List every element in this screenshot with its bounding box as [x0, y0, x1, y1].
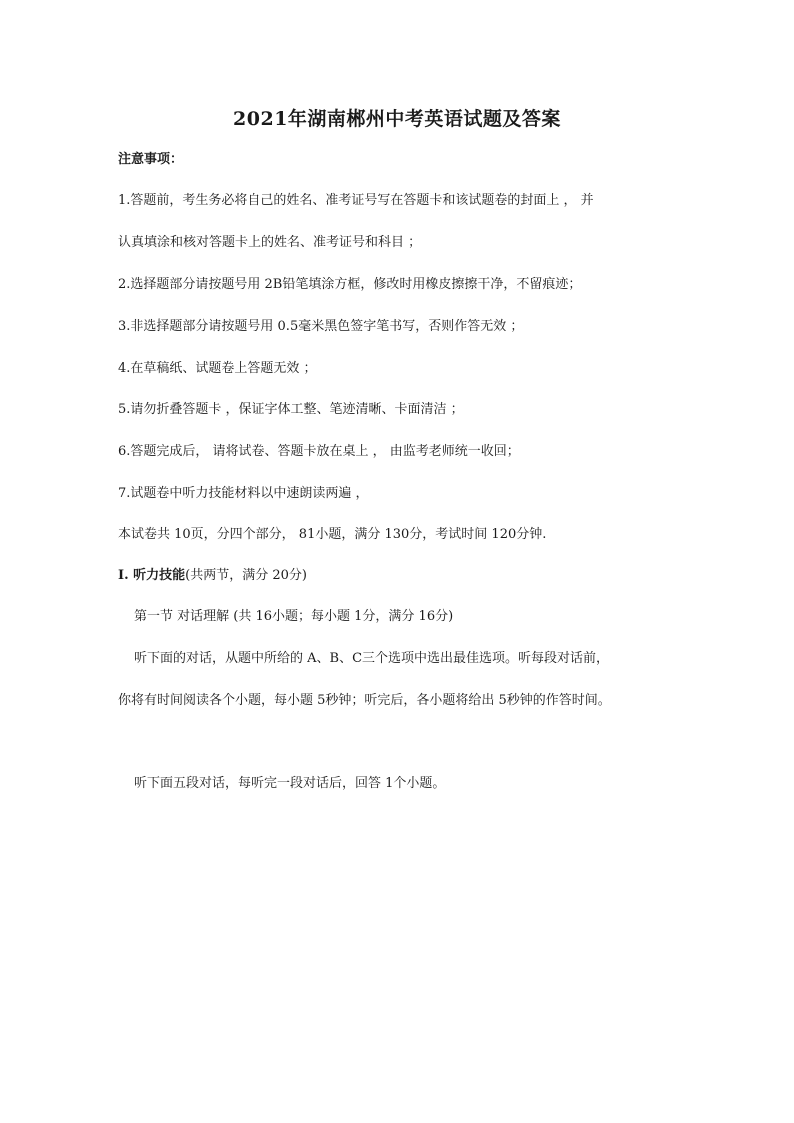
notice-heading: 注意事项：: [118, 152, 184, 167]
section-heading: I. 听力技能: [118, 568, 186, 583]
instructions-line-1: 听下面的对话，从题中所给的 A、B、C三个选项中选出最佳选项。听每段对话前，: [134, 651, 610, 666]
notice-item-3: 3.非选择题部分请按题号用 0.5毫米黑色签字笔书写，否则作答无效 ；: [118, 319, 524, 334]
instructions-line-2: 你将有时间阅读各个小题，每小题 5秒钟；听完后，各小题将给出 5秒钟的作答时间。: [118, 693, 611, 708]
notice-item-1: 1.答题前，考生务必将自己的姓名、准考证号写在答题卡和该试题卷的封面上 ， 并: [118, 193, 594, 208]
notice-item-6: 6.答题完成后， 请将试卷、答题卡放在桌上 ， 由监考老师统一收回；: [118, 444, 520, 459]
notice-item-2: 2.选择题部分请按题号用 2B铅笔填涂方框，修改时用橡皮擦擦干净，不留痕迹；: [118, 277, 582, 292]
part-title: 第一节 对话理解 (共 16小题；每小题 1分，满分 16分): [134, 609, 454, 624]
exam-summary: 本试卷共 10页，分四个部分， 81小题，满分 130分，考试时间 120分钟.: [118, 527, 547, 542]
document-title: 2021年湖南郴州中考英语试题及答案: [233, 108, 561, 130]
sub-instruction: 听下面五段对话，每听完一段对话后，回答 1个小题。: [134, 776, 446, 791]
notice-item-7: 7.试题卷中听力技能材料以中速朗读两遍 ，: [118, 486, 369, 501]
notice-item-1-continued: 认真填涂和核对答题卡上的姓名、准考证号和科目 ；: [118, 235, 422, 250]
notice-item-5: 5.请勿折叠答题卡 ，保证字体工整、笔迹清晰、卡面清洁 ；: [118, 402, 464, 417]
notice-item-4: 4.在草稿纸、试题卷上答题无效 ；: [118, 361, 317, 376]
section-heading-note: (共两节，满分 20分): [185, 568, 307, 583]
section-heading-line: [118, 567, 307, 585]
